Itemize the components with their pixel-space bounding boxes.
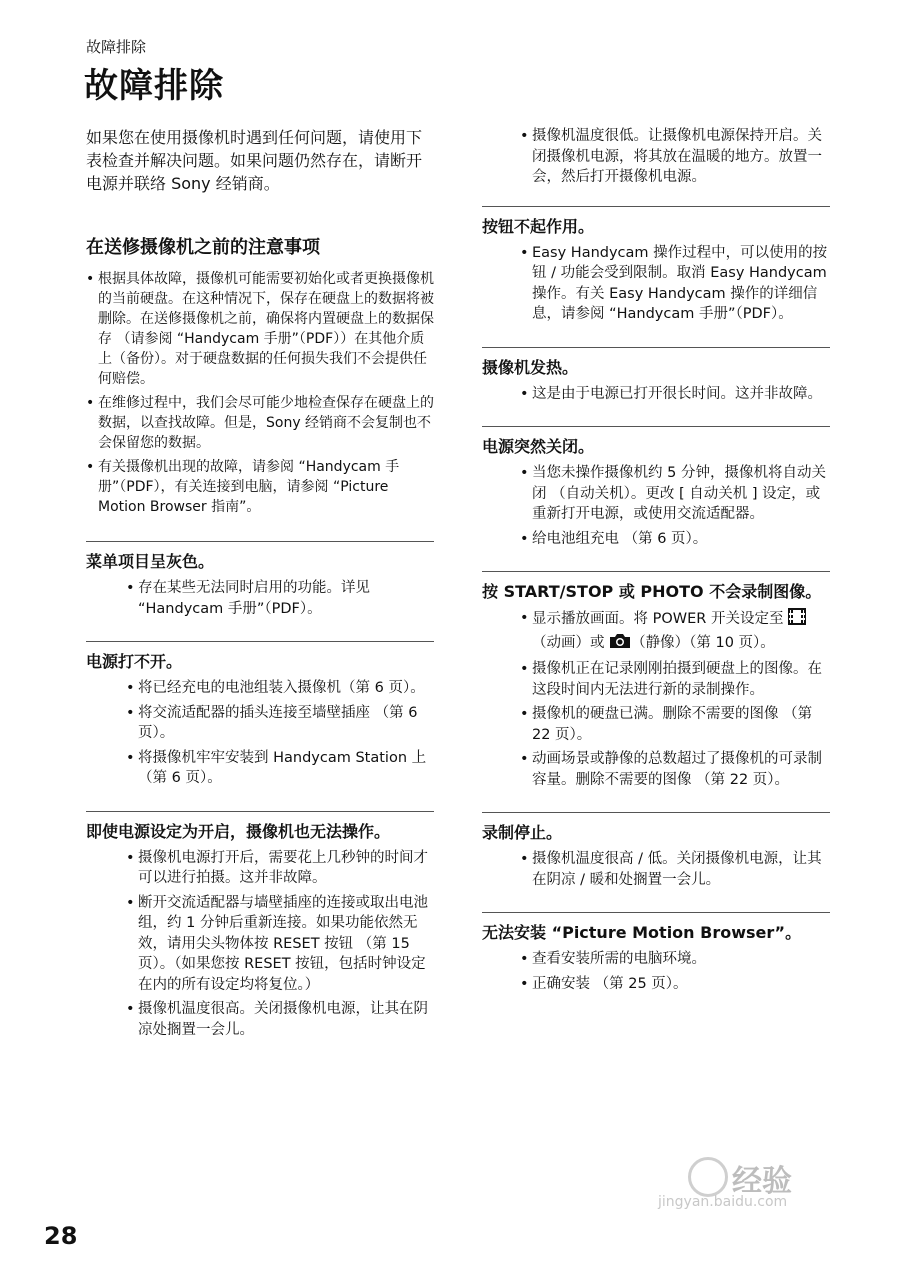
section-record-stop [482,812,830,890]
watermark [658,1156,792,1210]
list-item: • 查看安装所需的电脑环境。 [532,949,830,970]
section-title: 按 START/STOP 或 PHOTO 不会录制图像。 [482,582,822,601]
before-repair-list [86,269,434,517]
list-item: • 将摄像机牢牢安装到 Handycam Station 上 （第 6 页）。 [138,748,434,789]
watermark-url: jingyan.baidu.com [658,1194,788,1210]
breadcrumb: 故障排除 [86,38,147,56]
list-item: • 断开交流适配器与墙壁插座的连接或取出电池组，约 1 分钟后重新连接。如果功能依然无效，请用尖头物体按 RESET 按钮 （第 15 页）。（如果您按 RESET 按钮，包括时钟设定在内的所有设定均将复位。） [138,893,434,996]
section-title: 录制停止。 [482,823,563,842]
section-title: 即使电源设定为开启，摄像机也无法操作。 [86,821,391,841]
camera-icon [609,632,631,656]
movie-mode-icon [788,608,806,632]
section-title: 电源突然关闭。 [482,437,595,456]
list-item: • 这是由于电源已打开很长时间。这并非故障。 [532,384,830,405]
list-item: • 摄像机温度很高 / 低。关闭摄像机电源，让其在阴凉 / 暖和处搁置一会儿。 [532,849,830,890]
list-item: • 摄像机的硬盘已满。删除不需要的图像 （第 22 页）。 [532,704,830,745]
section-continued [482,126,830,188]
list-item: • 摄像机温度很高。关闭摄像机电源，让其在阴凉处搁置一会儿。 [138,999,434,1040]
list-item: • Easy Handycam 操作过程中，可以使用的按钮 / 功能会受到限制。取消 Easy Handycam 操作。有关 Easy Handycam 操作的详细信息，请参阅 “Handycam 手册”（PDF）。 [532,243,830,325]
right-column [482,126,830,998]
intro-paragraph: 如果您在使用摄像机时遇到任何问题，请使用下表检查并解决问题。如果问题仍然存在，请断开电源并联络 Sony 经销商。 [86,128,423,193]
list-item: • 给电池组充电 （第 6 页）。 [532,529,830,550]
list-item: • 当您未操作摄像机约 5 分钟，摄像机将自动关闭 （自动关机）。更改 [ 自动关机 ] 设定，或重新打开电源，或使用交流适配器。 [532,463,830,525]
section-no-record [482,571,830,790]
list-item: • 摄像机温度很低。让摄像机电源保持开启。关闭摄像机电源，将其放在温暖的地方。放置一会，然后打开摄像机电源。 [532,126,830,188]
section-title: 摄像机发热。 [482,357,579,377]
section-no-operation [86,811,434,1041]
list-item: • 正确安装 （第 25 页）。 [532,974,830,995]
list-item: • 根据具体故障，摄像机可能需要初始化或者更换摄像机的当前硬盘。在这种情况下，保存在硬盘上的数据将被删除。在送修摄像机之前，确保将内置硬盘上的数据保存 （请参阅 “Handycam 手册”（PDF））在其他介质上（备份）。对于硬盘数据的任何损失我们不会提供任何赔偿。 [86,269,434,389]
section-overheat [482,347,830,405]
item-text: （静像）（第 10 页）。 [631,634,775,651]
list-item: • 有关摄像机出现的故障，请参阅 “Handycam 手册”（PDF），有关连接到电脑，请参阅 “Picture Motion Browser 指南”。 [86,457,434,517]
section-buttons [482,206,830,325]
page-title: 故障排除 [84,66,224,106]
section-install [482,912,830,994]
section-menu-grey [86,541,434,619]
before-repair-heading: 在送修摄像机之前的注意事项 [86,237,320,258]
list-item: • 摄像机电源打开后，需要花上几秒钟的时间才可以进行拍摄。这并非故障。 [138,848,434,889]
list-item: • 存在某些无法同时启用的功能。详见 “Handycam 手册”（PDF）。 [138,578,434,619]
watermark-text: 经验 [732,1164,792,1199]
item-text: 显示播放画面。将 POWER 开关设定至 [532,611,784,627]
item-text: （动画）或 [532,634,605,651]
page-number: 28 [44,1222,78,1250]
section-title: 菜单项目呈灰色。 [86,552,215,571]
paw-icon [688,1157,728,1197]
list-item: • 动画场景或静像的总数超过了摄像机的可录制容量。删除不需要的图像 （第 22 页）。 [532,749,830,790]
section-title: 无法安装 “Picture Motion Browser”。 [482,923,802,942]
list-item: • 将已经充电的电池组装入摄像机（第 6 页）。 [138,678,434,699]
section-sudden-off [482,426,830,549]
section-power-off [86,641,434,789]
list-item: • 在维修过程中，我们会尽可能少地检查保存在硬盘上的数据，以查找故障。但是，Sony 经销商不会复制也不会保留您的数据。 [86,393,434,453]
list-item [532,608,830,655]
list-item: • 摄像机正在记录刚刚拍摄到硬盘上的图像。在这段时间内无法进行新的录制操作。 [532,659,830,700]
section-title: 电源打不开。 [86,652,183,671]
section-title: 按钮不起作用。 [482,216,595,236]
left-column [86,126,434,1044]
list-item: • 将交流适配器的插头连接至墙壁插座 （第 6 页）。 [138,703,434,744]
